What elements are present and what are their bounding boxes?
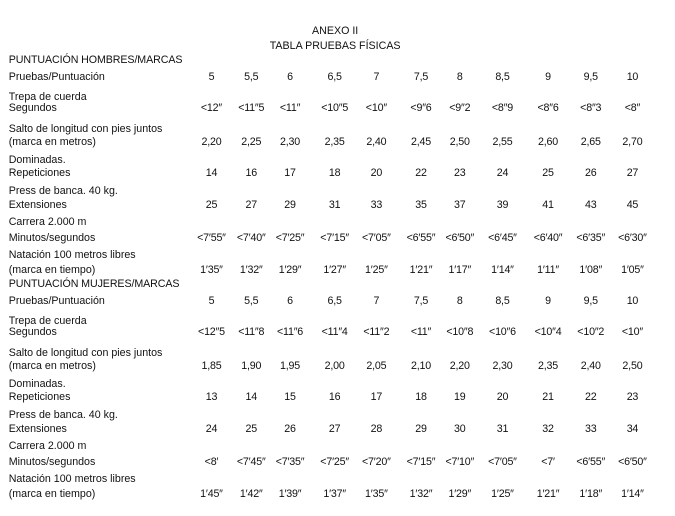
table-cell: 26 (584, 167, 597, 179)
table-cell: 8 (456, 295, 463, 307)
table-row (0, 421, 675, 437)
table-cell: 9,5 (583, 295, 598, 307)
table-cell: 2,70 (622, 136, 643, 148)
table-cell: <10″4 (534, 326, 562, 338)
table-cell: 2,50 (622, 360, 643, 372)
row-label: Minutos/segundos (8, 456, 96, 468)
table-cell: 25 (542, 167, 554, 179)
table-cell: 35 (415, 199, 427, 211)
table-cell: <7′45″ (236, 456, 266, 468)
table-cell: 1′45″ (200, 488, 223, 500)
table-cell: 2,35 (324, 136, 345, 148)
table-cell: <12″5 (198, 326, 225, 338)
table-cell: 14 (245, 391, 257, 403)
table-cell: 2,05 (366, 360, 387, 372)
table-cell: 7,5 (413, 295, 429, 307)
table-cell: <11″8 (238, 326, 265, 338)
table-row (0, 247, 675, 263)
row-label: Repeticiones (8, 391, 71, 403)
table-cell: 8 (456, 71, 463, 83)
table-row (0, 293, 675, 309)
table-row (0, 262, 675, 278)
table-cell: 6 (287, 71, 293, 83)
table-cell: 7 (373, 295, 380, 307)
table-cell: 17 (284, 167, 296, 179)
table-cell: 1′14″ (491, 264, 514, 276)
row-label: Press de banca. 40 kg. (8, 409, 118, 421)
table-cell: <9″6 (410, 102, 432, 114)
table-cell: <7′25″ (320, 456, 349, 468)
table-cell: 1′27″ (323, 264, 346, 276)
row-label: Segundos (8, 102, 57, 114)
table-cell: 7,5 (413, 71, 429, 83)
table-cell: 2,00 (324, 360, 345, 372)
table-cell: 1′37″ (323, 488, 346, 500)
table-cell: 26 (284, 423, 296, 435)
row-label: Trepa de cuerda (8, 91, 87, 103)
row-label: (marca en tiempo) (8, 488, 96, 500)
table-cell: 1′29″ (278, 264, 302, 276)
table-cell: <10″2 (577, 326, 605, 338)
table-cell: 1′25″ (491, 488, 514, 500)
row-label: Natación 100 metros libres (8, 473, 136, 485)
table-cell: 39 (496, 199, 509, 211)
table-cell: 25 (245, 423, 257, 435)
row-label: Extensiones (8, 423, 67, 435)
table-cell: 17 (370, 391, 383, 403)
table-cell: 1′08″ (579, 264, 603, 276)
table-cell: 5 (208, 71, 215, 83)
table-cell: 2,45 (410, 136, 431, 148)
table-cell: 1′05″ (621, 264, 644, 276)
table-cell: <8″ (624, 102, 641, 114)
table-cell: 1′14″ (621, 488, 644, 500)
table-cell: 15 (284, 391, 296, 403)
table-cell: 29 (415, 423, 427, 435)
table-cell: 2,40 (580, 360, 601, 372)
table-cell: <8″6 (537, 102, 559, 114)
table-cell: <11″6 (276, 326, 304, 338)
table-cell: 29 (284, 199, 296, 211)
table-cell: 22 (584, 391, 597, 403)
table-cell: <10″ (621, 326, 643, 338)
table-cell: 1′32″ (409, 488, 433, 500)
table-cell: <6′30″ (618, 232, 647, 244)
annex-title: ANEXO II (312, 25, 359, 37)
table-cell: <10″ (365, 102, 387, 114)
row-label: Trepa de cuerda (8, 315, 87, 327)
table-cell: <7′05″ (362, 232, 391, 244)
table-cell: 30 (454, 423, 466, 435)
row-label: (marca en metros) (8, 360, 96, 372)
table-cell: 2,65 (580, 136, 601, 148)
table-cell: 34 (626, 423, 639, 435)
table-cell: 1′21″ (409, 264, 433, 276)
table-cell: <11″2 (363, 326, 390, 338)
table-cell: <6′50″ (618, 456, 647, 468)
table-cell: 1′35″ (365, 488, 388, 500)
table-cell: 5 (208, 295, 215, 307)
row-label: Press de banca. 40 kg. (8, 185, 118, 197)
table-cell: <8″3 (580, 102, 602, 114)
table-cell: <7′05″ (488, 456, 517, 468)
table-cell: 27 (328, 423, 341, 435)
table-cell: 1′32″ (239, 264, 263, 276)
table-cell: 2,20 (449, 360, 470, 372)
table-row (0, 358, 675, 374)
table-cell: 2,20 (201, 136, 222, 148)
table-cell: 21 (542, 391, 554, 403)
table-cell: 8,5 (495, 295, 510, 307)
table-cell: 14 (205, 167, 218, 179)
table-cell: 45 (626, 199, 639, 211)
table-cell: <7′55″ (197, 232, 226, 244)
table-title: TABLA PRUEBAS FÍSICAS (269, 40, 401, 52)
table-cell: <10″6 (489, 326, 516, 338)
table-cell: 32 (542, 423, 554, 435)
table-cell: 33 (584, 423, 597, 435)
table-cell: 19 (454, 391, 466, 403)
table-cell: 22 (415, 167, 427, 179)
table-cell: <7′35″ (275, 456, 305, 468)
table-cell: 23 (454, 167, 466, 179)
table-cell: 16 (245, 167, 257, 179)
table-cell: 2,25 (241, 136, 262, 148)
table-cell: 28 (370, 423, 383, 435)
row-label: (marca en tiempo) (8, 264, 96, 276)
table-cell: <11″5 (238, 102, 265, 114)
table-cell: 31 (328, 199, 341, 211)
table-cell: 1′29″ (448, 488, 472, 500)
table-row (0, 438, 675, 454)
table-row (0, 134, 675, 150)
table-cell: 1′17″ (448, 264, 472, 276)
row-label: (marca en metros) (8, 136, 96, 148)
table-cell: 9 (545, 295, 551, 307)
table-cell: <7′25″ (275, 232, 305, 244)
table-cell: 24 (205, 423, 218, 435)
table-row (0, 471, 675, 487)
table-cell: <12″ (200, 102, 223, 114)
table-row (0, 389, 675, 405)
table-cell: 6 (287, 295, 293, 307)
table-row (0, 454, 675, 470)
table-cell: 1′35″ (200, 264, 223, 276)
row-label: Pruebas/Puntuación (8, 295, 105, 307)
table-cell: 13 (205, 391, 218, 403)
table-cell: 10 (626, 295, 639, 307)
table-cell: 2,55 (492, 136, 513, 148)
table-cell: 23 (626, 391, 639, 403)
row-label: Extensiones (8, 199, 67, 211)
row-label: Dominadas. (8, 154, 66, 166)
table-cell: 2,10 (410, 360, 431, 372)
table-cell: <6′55″ (406, 232, 436, 244)
table-row (0, 324, 675, 340)
women-section-heading: PUNTUACIÓN MUJERES/MARCAS (8, 278, 180, 290)
table-cell: 1′21″ (536, 488, 560, 500)
table-cell: 25 (205, 199, 218, 211)
table-cell: 9 (545, 71, 551, 83)
table-cell: <7′ (541, 456, 555, 468)
row-label: Segundos (8, 326, 57, 338)
row-label: Minutos/segundos (8, 232, 96, 244)
table-cell: <6′40″ (533, 232, 563, 244)
table-cell: <7′15″ (320, 232, 349, 244)
table-cell: <6′50″ (445, 232, 475, 244)
table-cell: 8,5 (495, 71, 510, 83)
table-cell: 20 (370, 167, 383, 179)
table-cell: <7′10″ (445, 456, 475, 468)
table-cell: 1′39″ (278, 488, 302, 500)
table-cell: 27 (626, 167, 639, 179)
row-label: Pruebas/Puntuación (8, 71, 105, 83)
row-label: Salto de longitud con pies juntos (8, 347, 163, 359)
table-cell: 10 (626, 71, 639, 83)
table-cell: 1′25″ (365, 264, 388, 276)
table-cell: 2,50 (449, 136, 470, 148)
table-cell: 31 (496, 423, 509, 435)
table-cell: 37 (454, 199, 466, 211)
table-cell: 2,30 (492, 360, 513, 372)
table-cell: <11″ (410, 326, 432, 338)
table-row (0, 100, 675, 116)
table-cell: 2,30 (280, 136, 301, 148)
table-cell: 1′11″ (537, 264, 559, 276)
table-cell: <11″4 (321, 326, 348, 338)
table-cell: 6,5 (327, 295, 342, 307)
table-cell: 20 (496, 391, 509, 403)
table-cell: 41 (542, 199, 554, 211)
table-cell: 1′18″ (579, 488, 603, 500)
table-cell: 24 (496, 167, 509, 179)
table-cell: <11″ (279, 102, 301, 114)
table-row (0, 486, 675, 502)
table-cell: 43 (584, 199, 597, 211)
table-cell: <9″2 (449, 102, 471, 114)
table-cell: 1′42″ (239, 488, 263, 500)
table-cell: 9,5 (583, 71, 598, 83)
table-cell: <8′ (204, 456, 219, 468)
table-cell: 27 (245, 199, 257, 211)
table-cell: 2,35 (538, 360, 559, 372)
table-cell: 18 (415, 391, 427, 403)
table-cell: 1,90 (241, 360, 262, 372)
table-cell: 5,5 (244, 71, 259, 83)
table-cell: 1,95 (280, 360, 301, 372)
table-cell: <7′15″ (406, 456, 436, 468)
table-cell: <10″8 (446, 326, 474, 338)
row-label: Dominadas. (8, 378, 66, 390)
table-cell: <10″5 (321, 102, 349, 114)
row-label: Natación 100 metros libres (8, 249, 136, 261)
table-cell: <7′20″ (362, 456, 391, 468)
table-row (0, 230, 675, 246)
table-cell: 5,5 (244, 295, 259, 307)
table-cell: 7 (373, 71, 380, 83)
table-row (0, 69, 675, 85)
row-label: Salto de longitud con pies juntos (8, 123, 163, 135)
table-cell: 16 (328, 391, 341, 403)
table-row (0, 197, 675, 213)
table-cell: <6′55″ (576, 456, 606, 468)
men-section-heading: PUNTUACIÓN HOMBRES/MARCAS (8, 54, 183, 66)
row-label: Carrera 2.000 m (8, 440, 87, 452)
table-cell: 1,85 (201, 360, 222, 372)
table-cell: <7′40″ (236, 232, 266, 244)
table-cell: <8″9 (491, 102, 514, 114)
row-label: Carrera 2.000 m (8, 216, 87, 228)
table-row (0, 214, 675, 230)
row-label: Repeticiones (8, 167, 71, 179)
table-cell: 2,60 (538, 136, 559, 148)
table-cell: 6,5 (327, 71, 342, 83)
table-row (0, 165, 675, 181)
table-cell: 18 (328, 167, 341, 179)
table-cell: <6′35″ (576, 232, 606, 244)
table-cell: 2,40 (366, 136, 387, 148)
table-cell: 33 (370, 199, 383, 211)
table-cell: <6′45″ (488, 232, 517, 244)
